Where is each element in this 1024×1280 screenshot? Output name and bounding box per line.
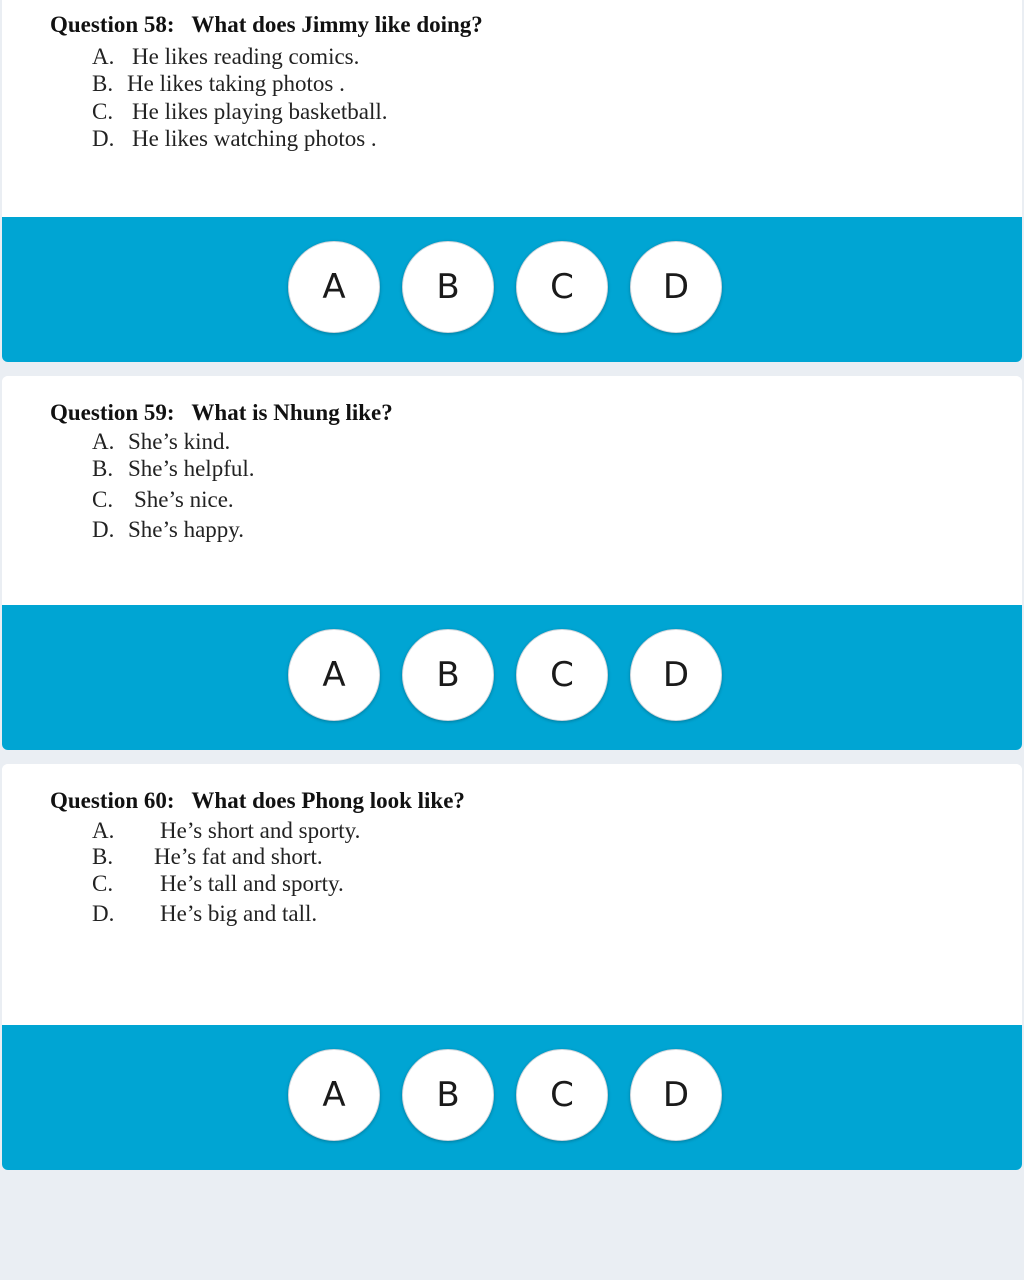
option-d xyxy=(92,901,317,927)
choice-b-button[interactable]: B xyxy=(402,241,494,333)
option-letter: A. xyxy=(92,818,115,843)
answer-bar xyxy=(2,605,1022,750)
option-text: He likes playing basketball. xyxy=(132,99,388,124)
option-letter: A. xyxy=(92,429,115,454)
choice-d-button[interactable]: D xyxy=(630,241,722,333)
option-letter: A. xyxy=(92,44,115,69)
question-body xyxy=(2,0,1022,217)
option-c xyxy=(92,487,234,513)
choice-c-button[interactable]: C xyxy=(516,1049,608,1141)
option-text: He likes taking photos . xyxy=(127,71,345,96)
option-letter: B. xyxy=(92,456,114,481)
option-letter: B. xyxy=(92,844,114,869)
option-text: She’s nice. xyxy=(134,487,234,512)
question-body xyxy=(2,376,1022,606)
question-card-58 xyxy=(2,0,1022,362)
choice-c-button[interactable]: C xyxy=(516,241,608,333)
question-title: Question 60: What does Phong look like? xyxy=(50,788,465,813)
option-letter: C. xyxy=(92,871,114,896)
choice-d-button[interactable]: D xyxy=(630,629,722,721)
option-b xyxy=(92,71,345,97)
option-a xyxy=(92,429,230,455)
choice-b-button[interactable]: B xyxy=(402,629,494,721)
choice-a-button[interactable]: A xyxy=(288,1049,380,1141)
option-letter: B. xyxy=(92,71,114,96)
answer-bar xyxy=(2,217,1022,362)
option-c xyxy=(92,99,388,125)
choice-a-button[interactable]: A xyxy=(288,629,380,721)
question-title: Question 58: What does Jimmy like doing? xyxy=(50,12,483,37)
question-body xyxy=(2,764,1022,1026)
option-text: He’s tall and sporty. xyxy=(160,871,344,896)
question-card-60 xyxy=(2,764,1022,1170)
option-letter: C. xyxy=(92,487,114,512)
choice-d-button[interactable]: D xyxy=(630,1049,722,1141)
option-text: He likes reading comics. xyxy=(132,44,360,69)
answer-bar xyxy=(2,1025,1022,1170)
option-text: He’s big and tall. xyxy=(160,901,318,926)
option-letter: D. xyxy=(92,901,115,926)
choice-c-button[interactable]: C xyxy=(516,629,608,721)
option-text: He’s short and sporty. xyxy=(160,818,361,843)
option-text: She’s kind. xyxy=(128,429,231,454)
option-text: She’s helpful. xyxy=(128,456,255,481)
option-text: He’s fat and short. xyxy=(154,844,323,869)
option-a xyxy=(92,44,359,70)
choice-a-button[interactable]: A xyxy=(288,241,380,333)
option-a xyxy=(92,818,360,844)
option-b xyxy=(92,456,255,482)
option-letter: C. xyxy=(92,99,114,124)
option-c xyxy=(92,871,344,897)
option-letter: D. xyxy=(92,517,115,542)
option-text: She’s happy. xyxy=(128,517,245,542)
choice-b-button[interactable]: B xyxy=(402,1049,494,1141)
question-card-59 xyxy=(2,376,1022,750)
option-letter: D. xyxy=(92,126,115,151)
question-title: Question 59: What is Nhung like? xyxy=(50,400,393,425)
option-d xyxy=(92,126,377,152)
option-text: He likes watching photos . xyxy=(132,126,377,151)
option-d xyxy=(92,517,244,543)
option-b xyxy=(92,844,323,870)
